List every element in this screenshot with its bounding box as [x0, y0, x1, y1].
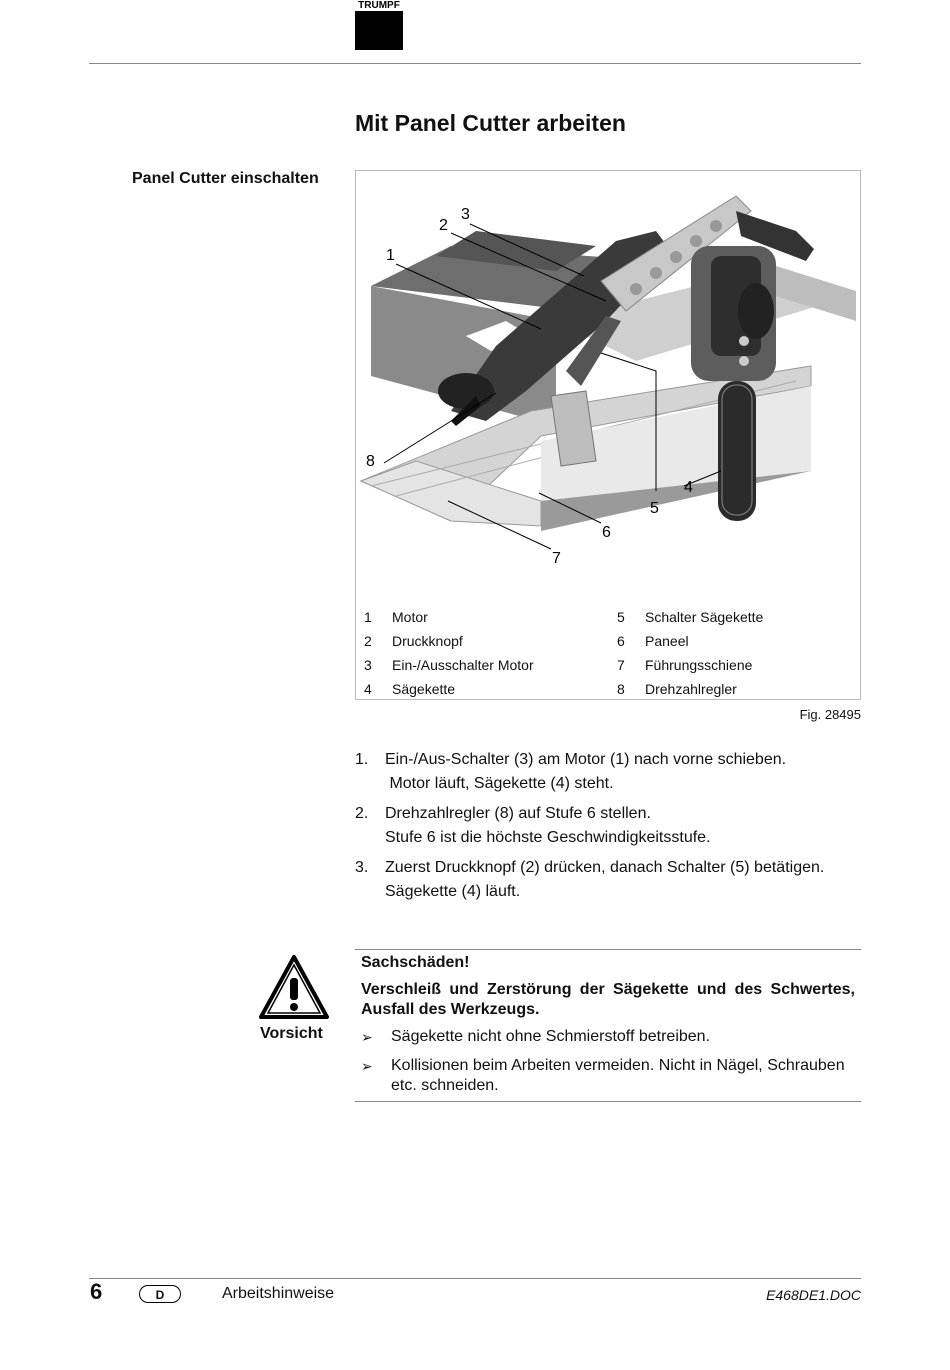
warning-triangle-icon [258, 954, 330, 1020]
warning-label: Vorsicht [260, 1025, 323, 1042]
warning-top-rule [355, 949, 861, 950]
callout-7: 7 [552, 550, 561, 567]
arrow-bullet-icon: ➢ [361, 1029, 373, 1045]
callout-2: 2 [439, 217, 448, 234]
step-item: 3. Zuerst Druckknopf (2) drücken, danach Schalter (5) betätigen. Sägekette (4) läuft. [355, 859, 825, 900]
warning-bottom-rule [355, 1101, 861, 1102]
section-heading: Panel Cutter einschalten [132, 170, 319, 187]
callout-3: 3 [461, 206, 470, 223]
callout-8: 8 [366, 453, 375, 470]
document-id: E468DE1.DOC [766, 1287, 861, 1303]
page-number: 6 [90, 1279, 103, 1304]
step-item: 2. Drehzahlregler (8) auf Stufe 6 stellen. Stufe 6 ist die höchste Geschwindigkeitsstufe. [355, 805, 711, 846]
callout-4: 4 [684, 479, 693, 496]
instruction-steps [355, 748, 865, 910]
callout-6: 6 [602, 524, 611, 541]
step-item: 1. Ein-/Aus-Schalter (3) am Motor (1) nach vorne schieben. Motor läuft, Sägekette (4) steht. [355, 751, 787, 792]
language-badge: D [139, 1285, 181, 1303]
figure-caption: Fig. 28495 [799, 707, 861, 722]
header-rule [89, 63, 861, 64]
figure-panel-cutter: 1 2 3 4 5 6 7 8 1 Motor 2 Druckknopf 3 Ein-/Ausschalter Motor 4 Sägekette 5 Schalter Sägekette 6 Paneel 7 Führungsschiene 8 Drehzahlregler [355, 170, 861, 700]
footer-section: Arbeitshinweise [222, 1285, 335, 1302]
warning-title: Sachschäden! [361, 954, 470, 971]
footer-rule [89, 1278, 861, 1279]
warning-subtitle: Verschleiß und Zerstörung der Sägekette und des Schwertes, Ausfall des Werkzeugs. [361, 981, 855, 1018]
logo-text: TRUMPF [355, 0, 403, 11]
callout-1: 1 [386, 247, 395, 264]
callout-5: 5 [650, 500, 659, 517]
arrow-bullet-icon: ➢ [361, 1058, 373, 1074]
panel-cutter-illustration [356, 171, 862, 601]
page-title: Mit Panel Cutter arbeiten [355, 110, 626, 136]
